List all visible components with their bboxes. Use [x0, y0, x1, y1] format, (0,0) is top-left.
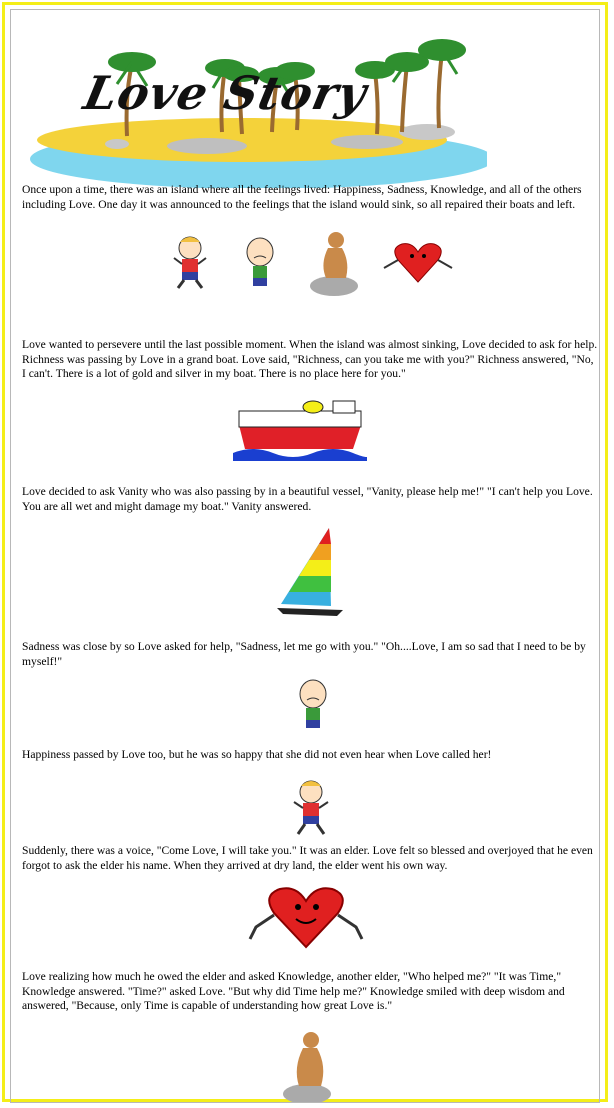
heart-figure-icon — [380, 238, 456, 286]
heart-figure-icon — [246, 883, 366, 953]
story-paragraph-2: Love wanted to persevere until the last possible moment. When the island was almost sinking, Love decided to ask for help. Richness was passing by Love in a grand boat. Love said, "Richness, can you take me with you?" Richness answered, "No, I can't. There is a lot of gold and silver in my boat. There is no place here for you." — [22, 338, 598, 381]
story-paragraph-6: Suddenly, there was a voice, "Come Love, I will take you." It was an elder. Love felt so blessed and overjoyed that he even forgot to ask the elder his name. When they arrived at dry land, the elder went his own way. — [22, 844, 593, 872]
story-paragraph-1: Once upon a time, there was an island where all the feelings lived: Happiness, Sadness, Knowledge, and all of the others including Love. One day it was announced to the feelings that the island would sink, so all repaired their boats and left. — [22, 183, 582, 211]
sad-figure-icon — [240, 236, 280, 290]
story-paragraph-7: Love realizing how much he owed the elder and asked Knowledge, another elder, "Who helped me?" "It was Time," Knowledge answered. "Time?" asked Love. "But why did Time help me?" Knowledge smiled with deep wisdom and answered, "Because, only Time is capable of understanding how great Love is." — [22, 970, 565, 1013]
story-paragraph-3: Love decided to ask Vanity who was also passing by in a beautiful vessel, "Vanity, please help me!" "I can't help you Love. You are all wet and might damage my boat." Vanity answered. — [22, 485, 593, 513]
page-frame — [2, 2, 608, 1102]
sailboat-icon — [273, 524, 351, 622]
story-paragraph-5: Happiness passed by Love too, but he was so happy that she did not even hear when Love called her! — [22, 748, 492, 761]
banner-title: Love Story — [79, 66, 372, 120]
thinker-statue-icon — [306, 228, 360, 296]
boy-figure-icon — [168, 234, 212, 290]
thinker-statue-icon — [281, 1028, 335, 1103]
sad-figure-icon — [294, 678, 332, 732]
content-area — [10, 9, 600, 1103]
grand-boat-icon — [233, 387, 367, 465]
story-paragraph-4: Sadness was close by so Love asked for help, "Sadness, let me go with you." "Oh....Love, I am so sad that I need to be by myself!" — [22, 640, 586, 668]
boy-figure-icon — [286, 778, 336, 836]
love-story-banner — [27, 24, 487, 188]
